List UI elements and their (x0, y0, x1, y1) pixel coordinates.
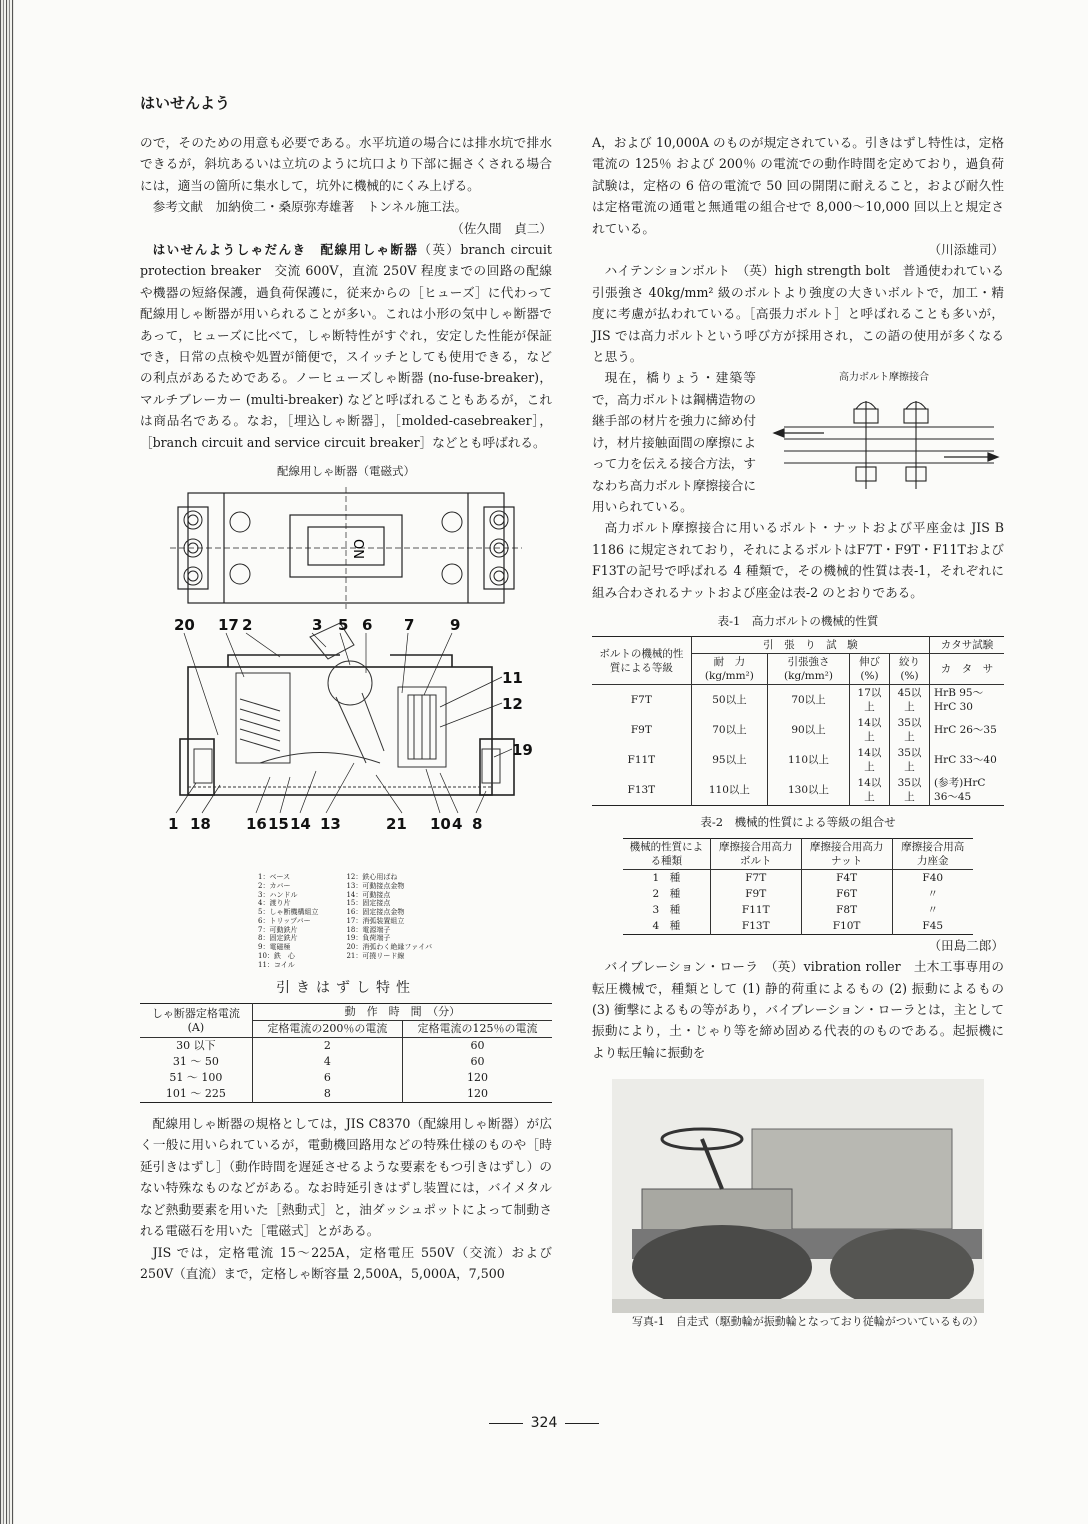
figure-label: 高力ボルト摩擦接合 (839, 372, 929, 384)
page-number: 324 (0, 1415, 1088, 1431)
bolt-properties-table (592, 636, 1004, 806)
legend-item: 5：しゃ断機構組立 (258, 908, 319, 917)
th: 引 張 り 試 験 (691, 637, 929, 654)
trip-characteristics-table (140, 1003, 552, 1103)
fig-num: 1 (168, 814, 179, 833)
cell: 120 (402, 1070, 552, 1086)
fig-num: 19 (512, 740, 533, 759)
legend-item: 18：電源端子 (346, 925, 391, 934)
table-row (140, 1070, 552, 1086)
paragraph: A，および 10,000A のものが規定されている。引きはずし特性は，定格電流の 125％ および 200％ の電流での動作時間を定めており，過負荷試験は，定格の 6 倍の電流で 50 回の開閉に耐えること，および耐久性は定格電流の通電と無通電の組合せで 8,000～10,000 回以上と規定されている。 (592, 135, 1004, 236)
cell: 2 種 (623, 886, 710, 902)
table-row (140, 1086, 552, 1103)
th-unit: (A) (187, 1020, 205, 1034)
fig-num: 15 (268, 814, 289, 833)
entry-body: （英）branch circuit protection breaker 交流 600V，直流 250V 程度までの回路の配線や機器の短絡保護，過負荷保護に，従来からの［ヒューズ］に代わって配線用しゃ断器が用いられることが多い。これは小形の気中しゃ断器であって，ヒューズに比べて，しゃ断特性がすぐれ，安定した性能が保証でき，日常の点検や処置が簡便で，スイッチとしても使用できる，などの利点があるためである。ノーヒューズしゃ断器 (no-fuse-breaker)，マルチブレーカー (multi-breaker) などと呼ばれることもあるが，これは商品名である。なお，［埋込しゃ断器］，［molded-casebreaker］，［branch circuit and service circuit breaker］などとも呼ばれる。 (140, 242, 552, 450)
legend-item: 4：渡り片 (258, 899, 291, 908)
cell: 14以上 (849, 715, 889, 745)
cell: 60 (402, 1054, 552, 1070)
th: 摩擦接合用高力座金 (892, 838, 973, 869)
table2-title: 表-2 機械的性質による等級の組合せ (700, 815, 896, 830)
fig-num: 14 (290, 814, 311, 833)
fig-num: 18 (190, 814, 211, 833)
fig-num: 2 (242, 615, 253, 634)
paragraph: 高力ボルト摩擦接合に用いるボルト・ナットおよび平座金は JIS B 1186 に規定されており，それによるボルトはF7T・F9T・F11TおよびF13Tの記号で呼ばれる 4 種類で，その機械的性質は表-1，それぞれに組み合わされるナットおよび座金は表-2 のとおりである。 (592, 520, 1004, 600)
fig-num: 5 (338, 615, 349, 634)
th: カタサ試験 (930, 637, 1004, 654)
cell: 51 ～ 100 (140, 1070, 252, 1086)
legend-item: 6：トリップバー (258, 916, 311, 925)
cell: 110以上 (768, 745, 850, 775)
table1-title: 表-1 高力ボルトの機械的性質 (717, 613, 879, 628)
legend-item: 11：コイル (258, 960, 295, 969)
cell: 〃 (892, 886, 973, 902)
fig-num: 10 (430, 814, 451, 833)
fig-num: 17 (218, 615, 239, 634)
cell: F11T (710, 902, 801, 918)
paragraph: 配線用しゃ断器の規格としては，JIS C8370（配線用しゃ断器）が広く一般に用いられているが，電動機回路用などの特殊仕様のものや［時延引きはずし］（動作時間を遅延させるような要素をもつ引きはずし）のない特殊なものなどがある。なお時延引きはずし装置には，バイメタルなど熱動要素を用いた［熱動式］と，油ダッシュポットによって制動される電磁石を用いた［電磁式］とがある。 (140, 1116, 552, 1239)
cell: F8T (801, 902, 892, 918)
legend-item: 12：鉄心用ばね (346, 872, 398, 881)
th: 機械的性質による種類 (623, 838, 710, 869)
cell: 6 (252, 1070, 402, 1086)
legend-item: 19：負荷端子 (346, 934, 391, 943)
cell: 70以上 (768, 685, 850, 716)
th: 伸び (%) (849, 654, 889, 685)
table-row (592, 745, 1004, 775)
cell: 31 ～ 50 (140, 1054, 252, 1070)
cell: F40 (892, 869, 973, 886)
cell: 1 種 (623, 869, 710, 886)
table-row (140, 1054, 552, 1070)
fig-num: 7 (404, 615, 415, 634)
entry-paragraph (140, 239, 552, 453)
cell: F45 (892, 918, 973, 935)
cell: HrB 95～HrC 30 (930, 685, 1004, 716)
cell: F10T (801, 918, 892, 935)
fig-num: 8 (472, 814, 483, 833)
author: （田島二郎） (928, 937, 1004, 953)
fig-num: 4 (452, 814, 463, 833)
reference: 参考文献 加納倹二・桑原弥寿雄著 トンネル施工法。 (152, 199, 468, 215)
legend-item: 17：消弧装置組立 (346, 916, 405, 925)
legend-item: 14：可動接点 (346, 890, 391, 899)
cell: 17以上 (849, 685, 889, 716)
cell: 4 種 (623, 918, 710, 935)
table-row (592, 715, 1004, 745)
cell: F7T (592, 685, 691, 716)
author: （川添雄司） (928, 242, 1004, 258)
cell: 35以上 (889, 745, 929, 775)
cell: 70以上 (691, 715, 767, 745)
cell: 8 (252, 1086, 402, 1103)
th-time: 動 作 時 間 （分） (252, 1004, 552, 1021)
th: カ タ サ (930, 654, 1004, 685)
cell: 45以上 (889, 685, 929, 716)
table-row (592, 685, 1004, 716)
cell: F9T (592, 715, 691, 745)
fig-num: 3 (312, 615, 323, 634)
legend-item: 21：可撓リード線 (346, 952, 405, 961)
th: 摩擦接合用高力ボルト (710, 838, 801, 869)
cell: 60 (402, 1038, 552, 1055)
legend-item: 3：ハンドル (258, 890, 298, 899)
cell: 95以上 (691, 745, 767, 775)
entry-heading: はいせんようしゃだんき 配線用しゃ断器 (152, 242, 419, 258)
cell: F6T (801, 886, 892, 902)
th-rating (140, 1004, 252, 1038)
legend-item: 20：消弧わく絶縁ファイバ (346, 943, 433, 952)
figure-title: 配線用しゃ断器（電磁式） (277, 464, 415, 479)
fig-num: 16 (246, 814, 267, 833)
figure-legend (258, 873, 552, 970)
th: 摩擦接合用高力ナット (801, 838, 892, 869)
entry-paragraph: ハイテンションボルト （英）high strength bolt 普通使われている引張強さ 40kg/mm² 級のボルトより強度の大きいボルトで，加工・精度に考慮が払われている。［高張力ボルト］と呼ばれることも多いが，JIS では高力ボルトという呼び方が採用され，この語の使用が多くなると思う。 (592, 263, 1004, 365)
th: 絞り (%) (889, 654, 929, 685)
th: 引張強さ (kg/mm²) (768, 654, 850, 685)
book-spine-edge (0, 0, 14, 1524)
cell: 3 種 (623, 902, 710, 918)
vibration-roller-photo (612, 1079, 984, 1313)
legend-item: 15：固定接点 (346, 899, 391, 908)
cell: F7T (710, 869, 801, 886)
cell: 120 (402, 1086, 552, 1103)
table-row (623, 869, 973, 886)
photo-caption: 写真-1 自走式（駆動輪が振動輪となっており従輪がついているもの） (632, 1315, 984, 1329)
cell: F11T (592, 745, 691, 775)
bolt-joint-diagram (764, 389, 1004, 493)
fig-num: 6 (362, 615, 373, 634)
fig-num: 13 (320, 814, 341, 833)
cell: 14以上 (849, 745, 889, 775)
cell: 50以上 (691, 685, 767, 716)
table-row (623, 918, 973, 935)
bolt-figure (764, 367, 1004, 487)
th: ボルトの機械的性質による等級 (592, 637, 691, 685)
th: 耐 力 (kg/mm²) (691, 654, 767, 685)
grade-combination-table (623, 838, 973, 935)
switch-label: ON (350, 538, 365, 559)
left-column (140, 132, 552, 1284)
cell: 130以上 (768, 775, 850, 806)
fig-num: 20 (174, 615, 195, 634)
legend-item: 2：カバー (258, 881, 291, 890)
th-200: 定格電流の200％の電流 (252, 1021, 402, 1038)
fig-num: 21 (386, 814, 407, 833)
legend-item: 16：固定接点金物 (346, 908, 405, 917)
cell: 35以上 (889, 715, 929, 745)
breaker-diagram (140, 487, 552, 867)
cell: 101 ～ 225 (140, 1086, 252, 1103)
cell: 14以上 (849, 775, 889, 806)
running-head: はいせんよう (140, 94, 231, 112)
legend-item: 9：電磁極 (258, 943, 291, 952)
table-title: 引きはずし特性 (276, 979, 416, 996)
legend-col-a (258, 873, 318, 970)
cell: 4 (252, 1054, 402, 1070)
legend-item: 13：可動接点金物 (346, 881, 405, 890)
cell: 110以上 (691, 775, 767, 806)
paragraph: ので，そのための用意も必要である。水平坑道の場合には排水坑で排水できるが，斜坑あるいは立坑のように坑口より下部に掘さくされる場合には，適当の箇所に集水して，坑外に機械的にくみ上げる。 (140, 135, 552, 193)
fig-num: 9 (450, 615, 461, 634)
th-text: しゃ断器定格電流 (151, 1006, 240, 1020)
entry-paragraph: バイブレーション・ローラ （英）vibration roller 土木工事専用の転圧機械で，種類として (1) 静的荷重によるもの (2) 振動によるもの (3) 衝撃によるもの等があり，バイブレーション・ローラとは，主として振動により，土・じゃり等を締め固める代表的のものである。起振機により転圧輪に振動を (592, 959, 1004, 1060)
author: （佐久間 貞二） (451, 220, 552, 236)
table-row (623, 886, 973, 902)
legend-item: 7：可動鉄片 (258, 925, 298, 934)
legend-col-b (346, 873, 432, 970)
cell: F13T (710, 918, 801, 935)
cell: F4T (801, 869, 892, 886)
paragraph: JIS では，定格電流 15～225A，定格電圧 550V（交流）および 250V（直流）まで，定格しゃ断容量 2,500A，5,000A，7,500 (140, 1244, 552, 1281)
cell: 〃 (892, 902, 973, 918)
legend-item: 1：ベース (258, 872, 291, 881)
right-column (592, 132, 1004, 1331)
fig-num: 11 (502, 668, 523, 687)
cell: F9T (710, 886, 801, 902)
table-row (623, 902, 973, 918)
cell: 2 (252, 1038, 402, 1055)
table-row (592, 775, 1004, 806)
cell: 90以上 (768, 715, 850, 745)
cell: 35以上 (889, 775, 929, 806)
cell: F13T (592, 775, 691, 806)
legend-item: 8：固定鉄片 (258, 934, 298, 943)
fig-num: 12 (502, 694, 523, 713)
paragraph: 現在，橋りょう・建築等で，高力ボルトは鋼構造物の継手部の材片を強力に締め付け，材片接触面間の摩擦によって力を伝える接合方法，すなわち高力ボルト摩擦接合に用いられている。 (592, 370, 756, 514)
cell: 30 以下 (140, 1038, 252, 1055)
legend-item: 10：鉄 心 (258, 952, 295, 961)
th-125: 定格電流の125％の電流 (402, 1021, 552, 1038)
table-row (140, 1038, 552, 1055)
cell: HrC 26～35 (930, 715, 1004, 745)
cell: (参考)HrC 36～45 (930, 775, 1004, 806)
cell: HrC 33～40 (930, 745, 1004, 775)
